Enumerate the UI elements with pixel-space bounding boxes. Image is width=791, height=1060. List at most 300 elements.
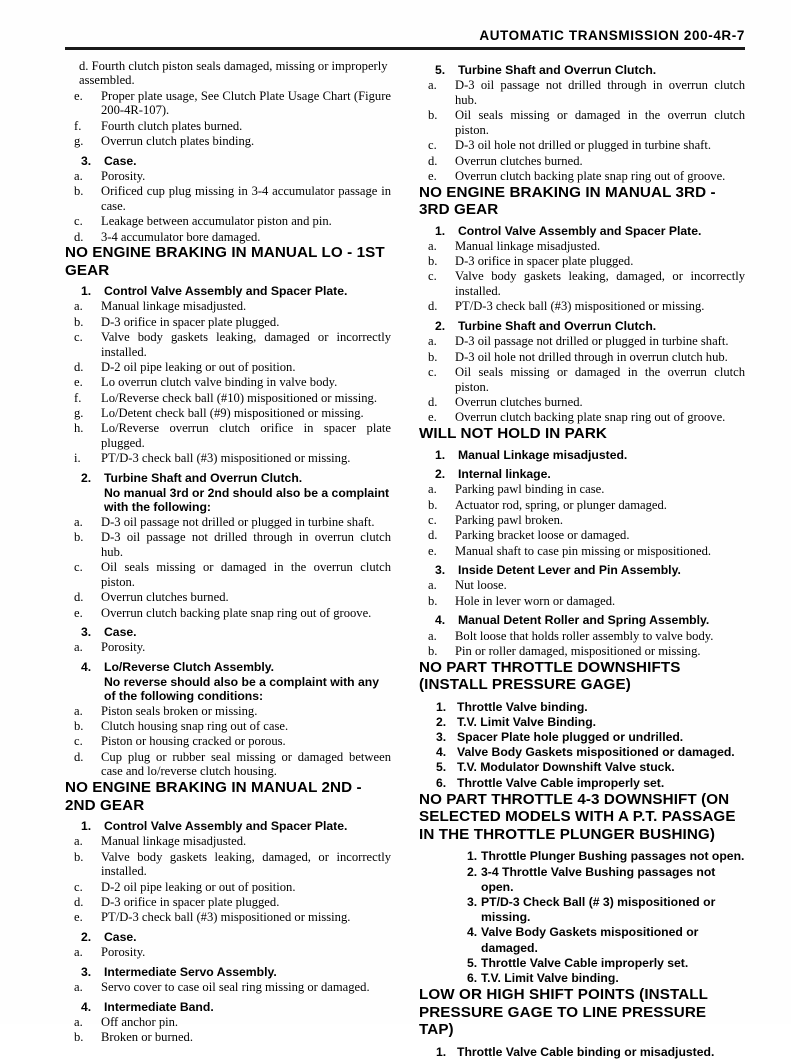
list-item-text: Spacer Plate hole plugged or undrilled. (457, 730, 684, 745)
list-item-text: Broken or burned. (101, 1030, 193, 1045)
list-item (419, 629, 745, 644)
list-item-marker: b. (428, 254, 438, 269)
list-item (65, 421, 391, 451)
header-divider-rule (65, 47, 745, 50)
list-item-text: D-3 oil hole not drilled or plugged in turbine shaft. (455, 138, 712, 153)
list-item (419, 78, 745, 108)
list-item-marker: 2. (467, 864, 478, 879)
numbered-group (65, 1000, 391, 1015)
numbered-group (419, 448, 745, 463)
list-item (65, 375, 391, 390)
left-column (65, 58, 391, 1060)
list-item-text: Piston seals broken or missing. (101, 703, 258, 718)
right-column (419, 58, 745, 1060)
list-item (419, 776, 745, 791)
list-item-text: Overrun clutches burned. (101, 590, 229, 605)
list-item (419, 269, 745, 299)
numbered-item-marker: 1. (81, 819, 92, 834)
list-item (65, 451, 391, 466)
list-item (65, 560, 391, 590)
list-item (65, 590, 391, 605)
list-item (419, 299, 745, 314)
list-item-marker: d. (428, 299, 438, 314)
list-item (65, 169, 391, 184)
numbered-item (419, 224, 745, 239)
numbered-item-marker: 1. (435, 447, 446, 462)
list-item-text: Leakage between accumulator piston and pin. (101, 214, 332, 229)
list-item-marker: 2. (436, 714, 447, 729)
list-item-marker: g. (74, 406, 84, 421)
list-item (419, 334, 745, 349)
numbered-item-title: Intermediate Band. (104, 999, 214, 1014)
two-column-body (65, 58, 745, 1060)
list-item-marker: a. (74, 703, 83, 718)
list-item-text: T.V. Limit Valve binding. (481, 971, 619, 986)
list-item-text: Manual linkage misadjusted. (101, 299, 247, 314)
list-item (419, 528, 745, 543)
list-item-text: D-3 oil passage not drilled through in overrun clutch hub. (455, 78, 745, 107)
list-item-text: Parking pawl broken. (455, 512, 564, 527)
compact-numbered-list (419, 849, 745, 986)
list-item-text: PT/D-3 check ball (#3) mispositioned or missing. (455, 299, 705, 314)
list-item (65, 406, 391, 421)
lettered-group (65, 299, 391, 466)
numbered-item-marker: 3. (81, 153, 92, 168)
list-item (65, 850, 391, 880)
list-item-marker: d. (74, 590, 84, 605)
list-item-marker: a. (428, 628, 437, 643)
list-item-text: T.V. Modulator Downshift Valve stuck. (457, 760, 675, 775)
list-item-text: Parking bracket loose or damaged. (455, 528, 630, 543)
list-item (419, 578, 745, 593)
list-item (419, 644, 745, 659)
list-item-text: PT/D-3 check ball (#3) mispositioned or missing. (101, 910, 351, 925)
list-item (65, 530, 391, 560)
page-header-title: AUTOMATIC TRANSMISSION 200-4R-7 (479, 28, 745, 43)
list-item-marker: c. (428, 512, 437, 527)
numbered-group (419, 224, 745, 239)
section-heading: NO PART THROTTLE 4-3 DOWNSHIFT (ON SELECTED MODELS WITH A P.T. PASSAGE IN THE THROTTLE PLUNGER BUSHING) (419, 790, 736, 843)
numbered-item-marker: 2. (81, 930, 92, 945)
numbered-item (65, 284, 391, 299)
numbered-group (65, 660, 391, 703)
list-item-text: Overrun clutches burned. (455, 153, 583, 168)
numbered-item (419, 563, 745, 578)
numbered-item-title: Internal linkage. (458, 467, 551, 482)
numbered-group (65, 625, 391, 640)
numbered-item-title: Case. (104, 153, 137, 168)
list-item-marker: 5. (436, 760, 447, 775)
list-item-text: Overrun clutch backing plate snap ring out of groove. (101, 605, 372, 620)
list-item (419, 239, 745, 254)
list-item-marker: a. (74, 299, 83, 314)
list-item-marker: b. (74, 314, 84, 329)
group-note: No manual 3rd or 2nd should also be a complaint with the following: (104, 485, 390, 515)
numbered-item-title: Manual Linkage misadjusted. (458, 447, 628, 462)
list-item-text: Oil seals missing or damaged in the overrun clutch piston. (455, 364, 745, 394)
list-item-text: Throttle Plunger Bushing passages not open. (481, 849, 745, 864)
list-item-marker: e. (428, 168, 437, 183)
section-heading: WILL NOT HOLD IN PARK (419, 425, 607, 443)
numbered-item-title: Turbine Shaft and Overrun Clutch. (458, 63, 657, 77)
list-item-marker: i. (74, 451, 81, 466)
numbered-item (419, 467, 745, 482)
list-item-text: D-2 oil pipe leaking or out of position. (101, 360, 296, 375)
list-item (419, 700, 745, 715)
numbered-item (419, 319, 745, 334)
list-item-marker: b. (74, 184, 84, 199)
list-item (65, 299, 391, 314)
numbered-group (419, 319, 745, 334)
lettered-group (65, 640, 391, 655)
numbered-item (419, 613, 745, 628)
list-item (65, 719, 391, 734)
list-item (65, 59, 391, 89)
list-item-marker: d. (79, 58, 89, 73)
list-item (65, 910, 391, 925)
numbered-item (65, 471, 391, 514)
list-item-text: Porosity. (101, 640, 146, 655)
list-item-marker: a. (74, 1014, 83, 1029)
page-header (65, 28, 745, 43)
list-item (65, 119, 391, 134)
numbered-item-marker: 4. (81, 999, 92, 1014)
list-item-marker: e. (428, 543, 437, 558)
list-item-marker: a. (74, 834, 83, 849)
list-item (65, 360, 391, 375)
list-item (65, 834, 391, 849)
list-item (65, 315, 391, 330)
list-item-text: D-2 oil pipe leaking or out of position. (101, 879, 296, 894)
numbered-item-title: Lo/Reverse Clutch Assembly. (104, 660, 275, 675)
list-item-marker: a. (74, 168, 83, 183)
list-item-text: D-3 oil passage not drilled or plugged in turbine shaft. (101, 514, 375, 529)
numbered-group (419, 613, 745, 628)
compact-numbered-list (419, 1045, 745, 1060)
numbered-item-marker: 3. (81, 964, 92, 979)
list-item-marker: a. (428, 238, 437, 253)
list-item-marker: a. (74, 980, 83, 995)
list-item-text: Lo overrun clutch valve binding in valve body. (101, 375, 338, 390)
numbered-item (65, 930, 391, 945)
list-item (65, 606, 391, 621)
list-item (419, 544, 745, 559)
list-item (65, 880, 391, 895)
list-item-marker: 1. (436, 1044, 447, 1059)
list-item-marker: c. (428, 364, 437, 379)
section-heading: NO ENGINE BRAKING IN MANUAL LO - 1ST GEAR (65, 244, 385, 279)
list-item-text: Overrun clutch plates binding. (101, 133, 255, 148)
list-item-text: Valve Body Gaskets mispositioned or damaged. (457, 745, 735, 760)
list-item-text: D-3 orifice in spacer plate plugged. (101, 894, 280, 909)
numbered-item-title: Control Valve Assembly and Spacer Plate. (104, 284, 348, 299)
list-item-text: Valve body gaskets leaking, damaged, or incorrectly installed. (101, 849, 391, 879)
list-item-marker: a. (428, 334, 437, 349)
numbered-item-marker: 3. (435, 563, 446, 578)
numbered-group (419, 563, 745, 578)
list-item-marker: b. (428, 349, 438, 364)
list-item-text: PT/D-3 check ball (#3) mispositioned or missing. (101, 451, 351, 466)
numbered-group (419, 63, 745, 78)
list-item-text: D-3 oil hole not drilled through in overrun clutch hub. (455, 349, 728, 364)
list-item-marker: a. (428, 78, 437, 93)
list-item-marker: b. (428, 593, 438, 608)
list-item (419, 395, 745, 410)
list-item-text: Off anchor pin. (101, 1014, 179, 1029)
list-item-text: Throttle Valve binding. (457, 699, 588, 714)
numbered-item (65, 1000, 391, 1015)
list-item-text: D-3 oil passage not drilled or plugged in turbine shaft. (455, 334, 729, 349)
lettered-group (65, 515, 391, 621)
lettered-group (65, 980, 391, 995)
list-item-marker: b. (428, 643, 438, 658)
numbered-item-title: Control Valve Assembly and Spacer Plate. (458, 223, 702, 238)
numbered-item-title: Case. (104, 625, 137, 640)
list-item-marker: d. (74, 749, 84, 764)
list-item-text: D-3 orifice in spacer plate plugged. (101, 314, 280, 329)
list-item (65, 945, 391, 960)
numbered-item (65, 819, 391, 834)
list-item-text: Fourth clutch plates burned. (101, 118, 243, 133)
list-item-marker: d. (428, 153, 438, 168)
list-item (65, 734, 391, 749)
compact-numbered-list (419, 700, 745, 791)
numbered-group (419, 467, 745, 482)
list-item (419, 925, 745, 955)
list-item-marker: c. (74, 734, 83, 749)
numbered-group (65, 930, 391, 945)
numbered-item (65, 965, 391, 980)
list-item-marker: d. (428, 395, 438, 410)
numbered-item-marker: 1. (435, 223, 446, 238)
lettered-group (65, 704, 391, 779)
list-item-marker: c. (428, 138, 437, 153)
list-item-marker: c. (74, 214, 83, 229)
lettered-group (419, 78, 745, 184)
list-item-text: Parking pawl binding in case. (455, 482, 605, 497)
list-item-text: Actuator rod, spring, or plunger damaged. (455, 497, 667, 512)
numbered-item-marker: 4. (81, 660, 92, 675)
list-item-marker: 3. (436, 730, 447, 745)
section-heading: NO ENGINE BRAKING IN MANUAL 3RD - 3RD GEAR (419, 183, 716, 219)
list-item (65, 750, 391, 780)
list-item (65, 330, 391, 360)
list-item-marker: e. (74, 375, 83, 390)
section-heading: NO ENGINE BRAKING IN MANUAL 2ND - 2ND GEAR (65, 779, 362, 814)
list-item-text: Fourth clutch piston seals damaged, missing or improperly assembled. (79, 58, 388, 88)
lettered-group (419, 578, 745, 608)
list-item (419, 971, 745, 986)
list-item-marker: a. (428, 482, 437, 497)
list-item-text: Piston or housing cracked or porous. (101, 734, 286, 749)
lettered-group (419, 334, 745, 425)
numbered-item (419, 63, 745, 78)
list-item-marker: g. (74, 133, 84, 148)
list-item-text: PT/D-3 Check Ball (# 3) mispositioned or missing. (481, 895, 716, 925)
list-item-marker: d. (74, 360, 84, 375)
list-item (419, 138, 745, 153)
list-item (419, 730, 745, 745)
list-item (419, 410, 745, 425)
numbered-item-title: Intermediate Servo Assembly. (104, 964, 277, 979)
list-item (419, 108, 745, 138)
list-item-marker: f. (74, 390, 82, 405)
list-item (419, 154, 745, 169)
list-item-text: Servo cover to case oil seal ring missing or damaged. (101, 980, 370, 995)
list-item-marker: b. (428, 108, 438, 123)
list-item-marker: d. (74, 229, 84, 244)
list-item-text: Cup plug or rubber seal missing or damaged between case and lo/reverse clutch housing. (101, 749, 391, 779)
list-item-marker: e. (74, 88, 83, 103)
list-item-text: Clutch housing snap ring out of case. (101, 718, 289, 733)
numbered-group (65, 965, 391, 980)
list-item-marker: 4. (467, 925, 478, 940)
numbered-item-marker: 4. (435, 613, 446, 628)
lettered-group (65, 1015, 391, 1045)
numbered-group (65, 819, 391, 834)
list-item-marker: b. (74, 718, 84, 733)
list-item-text: Hole in lever worn or damaged. (455, 593, 616, 608)
section-heading: LOW OR HIGH SHIFT POINTS (INSTALL PRESSURE GAGE TO LINE PRESSURE TAP) (419, 986, 708, 1039)
list-item-marker: 4. (436, 745, 447, 760)
list-item-text: Throttle Valve Cable improperly set. (457, 775, 665, 790)
list-item (65, 89, 391, 119)
list-item (65, 230, 391, 245)
list-item-text: Throttle Valve Cable binding or misadjusted. (457, 1044, 715, 1059)
list-item (419, 760, 745, 775)
numbered-item-title: Turbine Shaft and Overrun Clutch. (104, 471, 303, 486)
list-item (419, 482, 745, 497)
list-item-marker: d. (74, 894, 84, 909)
numbered-group (65, 154, 391, 169)
list-item (419, 594, 745, 609)
list-item-text: Orificed cup plug missing in 3-4 accumulator passage in case. (101, 184, 391, 213)
list-item-text: Bolt loose that holds roller assembly to valve body. (455, 628, 714, 643)
list-item-text: Valve Body Gaskets mispositioned or damaged. (481, 925, 699, 955)
list-item (419, 513, 745, 528)
list-item-marker: 5. (467, 955, 478, 970)
list-item (419, 956, 745, 971)
list-item-marker: c. (74, 330, 83, 345)
list-item-text: Valve body gaskets leaking, damaged or incorrectly installed. (101, 330, 391, 359)
list-item-marker: a. (428, 578, 437, 593)
list-item (419, 365, 745, 395)
numbered-item-marker: 2. (435, 467, 446, 482)
numbered-item-title: Case. (104, 930, 137, 945)
group-note: No reverse should also be a complaint with any of the following conditions: (104, 674, 379, 703)
list-item-marker: c. (428, 269, 437, 284)
list-item-text: Overrun clutch backing plate snap ring out of groove. (455, 410, 726, 425)
list-item-text: Pin or roller damaged, mispositioned or missing. (455, 643, 701, 658)
numbered-item (419, 448, 745, 463)
list-item (419, 1045, 745, 1060)
list-item-marker: h. (74, 421, 84, 436)
numbered-item-marker: 2. (435, 319, 446, 334)
list-item-marker: e. (74, 910, 83, 925)
numbered-item-marker: 5. (435, 63, 446, 77)
lettered-group (65, 169, 391, 244)
list-item-marker: b. (74, 1030, 84, 1045)
list-item-marker: b. (428, 497, 438, 512)
list-item-text: 3-4 Throttle Valve Bushing passages not open. (481, 864, 716, 894)
list-item (419, 254, 745, 269)
list-item (65, 391, 391, 406)
numbered-group (65, 284, 391, 299)
list-item-marker: b. (74, 849, 84, 864)
list-item-text: Throttle Valve Cable improperly set. (481, 955, 689, 970)
list-item-text: D-3 orifice in spacer plate plugged. (455, 254, 634, 269)
list-item-text: Manual shaft to case pin missing or mispositioned. (455, 543, 712, 558)
list-item (65, 515, 391, 530)
numbered-item-title: Control Valve Assembly and Spacer Plate. (104, 819, 348, 834)
list-item (65, 704, 391, 719)
list-item-text: T.V. Limit Valve Binding. (457, 714, 597, 729)
numbered-item-title: Manual Detent Roller and Spring Assembly. (458, 613, 710, 628)
numbered-item-title: Turbine Shaft and Overrun Clutch. (458, 319, 657, 334)
list-item-text: Oil seals missing or damaged in the overrun clutch piston. (455, 108, 745, 137)
list-item-marker: e. (74, 605, 83, 620)
numbered-item-marker: 2. (81, 471, 92, 486)
list-item (65, 895, 391, 910)
list-item-marker: 6. (436, 775, 447, 790)
lettered-group (65, 59, 391, 149)
list-item-text: Manual linkage misadjusted. (101, 834, 247, 849)
list-item (65, 184, 391, 214)
list-item (419, 895, 745, 925)
list-item (419, 498, 745, 513)
list-item-marker: a. (74, 640, 83, 655)
list-item-marker: c. (74, 560, 83, 575)
list-item-marker: c. (74, 879, 83, 894)
list-item (65, 640, 391, 655)
list-item (65, 1030, 391, 1045)
list-item-text: Lo/Reverse overrun clutch orifice in spacer plate plugged. (101, 421, 391, 451)
list-item (419, 169, 745, 184)
list-item-marker: 1. (436, 699, 447, 714)
list-item-marker: f. (74, 118, 82, 133)
list-item-text: Manual linkage misadjusted. (455, 238, 601, 253)
list-item-marker: a. (74, 514, 83, 529)
list-item-text: Overrun clutch backing plate snap ring out of groove. (455, 168, 726, 183)
list-item-text: D-3 oil passage not drilled through in overrun clutch hub. (101, 530, 391, 559)
list-item-text: Proper plate usage, See Clutch Plate Usage Chart (Figure 200-4R-107). (101, 88, 391, 118)
list-item-marker: 3. (467, 895, 478, 909)
numbered-item-marker: 1. (81, 284, 92, 299)
list-item-text: Porosity. (101, 168, 146, 183)
list-item-marker: d. (428, 528, 438, 543)
list-item (65, 134, 391, 149)
list-item (65, 214, 391, 229)
list-item (419, 715, 745, 730)
list-item-marker: 6. (467, 971, 478, 986)
lettered-group (65, 834, 391, 925)
list-item (65, 980, 391, 995)
list-item-text: Overrun clutches burned. (455, 395, 583, 410)
numbered-item (65, 154, 391, 169)
list-item (419, 745, 745, 760)
lettered-group (419, 239, 745, 314)
numbered-group (65, 471, 391, 514)
list-item-text: Porosity. (101, 945, 146, 960)
list-item-text: Lo/Detent check ball (#9) mispositioned or missing. (101, 406, 364, 421)
list-item-marker: 1. (467, 849, 478, 864)
lettered-group (65, 945, 391, 960)
list-item (419, 865, 745, 895)
lettered-group (419, 482, 745, 558)
list-item-text: Lo/Reverse check ball (#10) mispositioned or missing. (101, 390, 377, 405)
section-heading: NO PART THROTTLE DOWNSHIFTS (INSTALL PRESSURE GAGE) (419, 658, 681, 694)
numbered-item (65, 625, 391, 640)
